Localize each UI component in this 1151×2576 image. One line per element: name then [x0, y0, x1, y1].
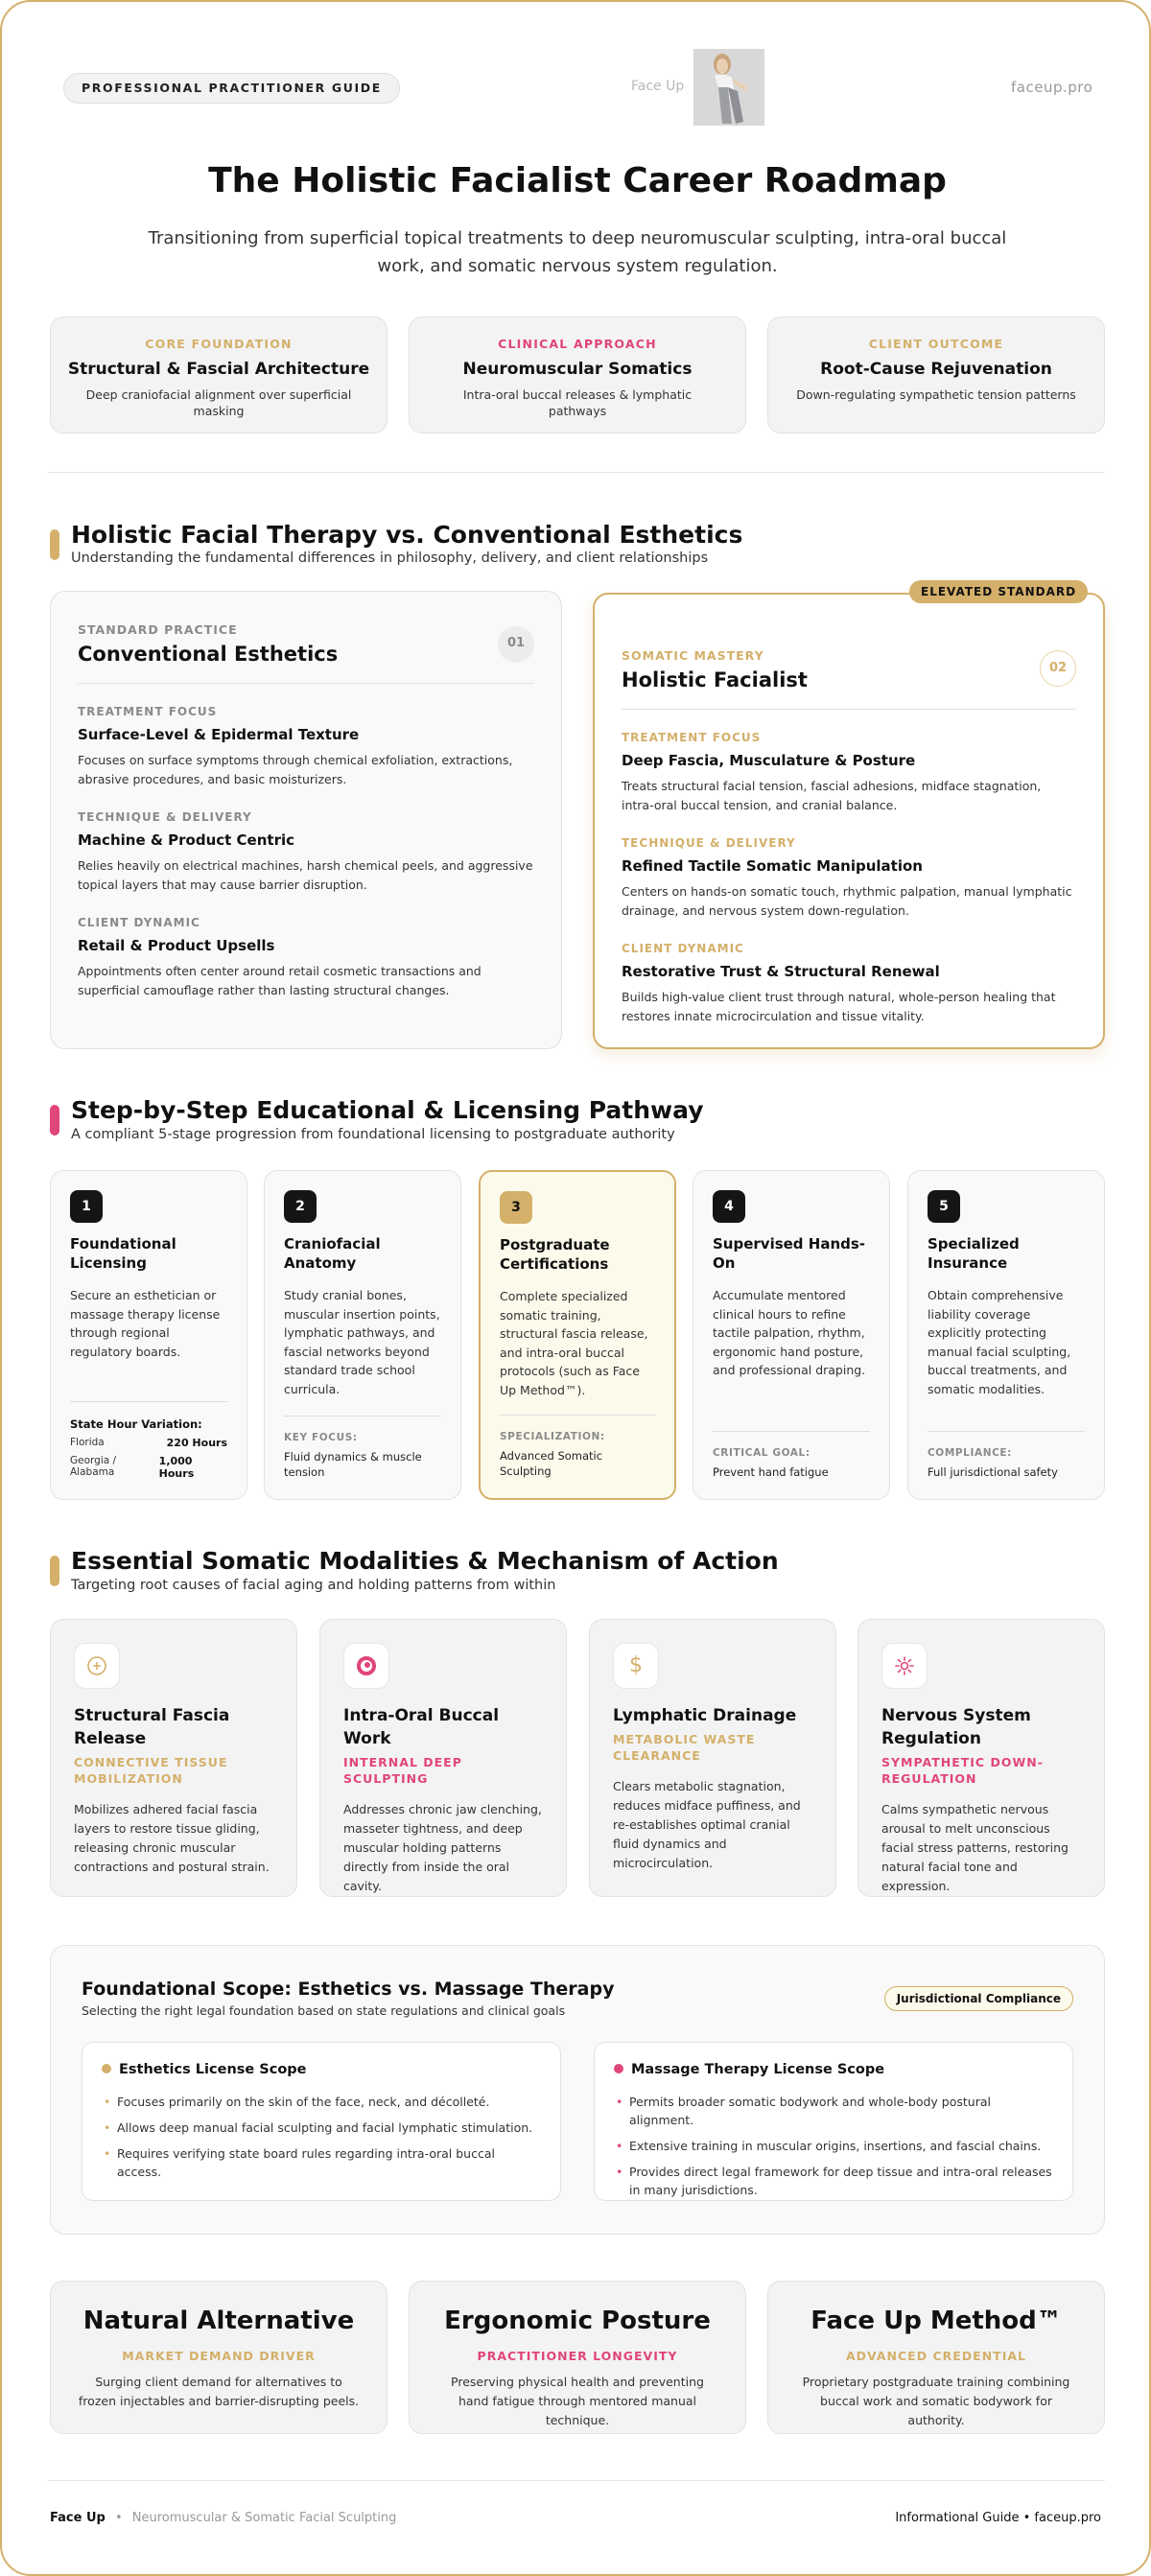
pillar-desc: Intra-oral buccal releases & lymphatic pathways — [462, 387, 693, 418]
footer-tagline: Neuromuscular & Somatic Facial Sculpting — [131, 2511, 397, 2525]
brand-wordmark: Face Up — [631, 79, 685, 94]
block-kicker: CLIENT DYNAMIC — [78, 916, 200, 929]
variation-title: State Hour Variation: — [70, 1417, 202, 1431]
card-number-badge: 02 — [1040, 650, 1076, 687]
block-kicker: CLIENT DYNAMIC — [622, 942, 744, 955]
block-desc: Appointments often center around retail cosmetic transactions and superficial camouflage rather than lasting structural changes. — [78, 964, 482, 997]
list-item: • Provides direct legal framework for deep tissue and intra-oral releases in many jurisdictions. — [614, 2163, 1053, 2199]
treatment-focus-block — [78, 705, 534, 789]
block-kicker: TECHNIQUE & DELIVERY — [622, 836, 796, 850]
step-card-2 — [264, 1170, 461, 1500]
bottom-card-kicker: PRACTITIONER LONGEVITY — [477, 2349, 678, 2363]
step-footer-value: Full jurisdictional safety — [928, 1465, 1058, 1479]
scope-title: Foundational Scope: Esthetics vs. Massage Therapy — [82, 1979, 615, 2000]
pillar-card-clinical-approach — [409, 316, 746, 433]
block-desc: Builds high-value client trust through natural, whole-person healing that restores innate microcirculation and tissue vitality. — [622, 990, 1056, 1023]
variation-row — [70, 1455, 227, 1480]
pillar-kicker: CLIENT OUTCOME — [868, 337, 1004, 351]
step-number: 5 — [928, 1190, 960, 1223]
divider — [48, 472, 1105, 473]
section-subtitle-pathway: A compliant 5-stage progression from foundational licensing to postgraduate authority — [71, 1127, 675, 1142]
step-number: 2 — [284, 1190, 317, 1223]
footer-separator: • — [114, 2511, 123, 2525]
license-list — [102, 2093, 541, 2181]
section-title-modalities: Essential Somatic Modalities & Mechanism of Action — [71, 1547, 779, 1575]
step-footer-value: Prevent hand fatigue — [713, 1465, 829, 1479]
bottom-card-desc: Preserving physical health and preventing hand fatigue through mentored manual technique. — [451, 2375, 704, 2427]
license-heading-text: Massage Therapy License Scope — [631, 2062, 885, 2077]
section-title-pathway: Step-by-Step Educational & Licensing Pathway — [71, 1096, 704, 1124]
guide-badge: PROFESSIONAL PRACTITIONER GUIDE — [63, 73, 400, 104]
step-desc: Obtain comprehensive liability coverage explicitly protecting manual facial sculpting, buccal treatments, and somatic modalities. — [928, 1288, 1071, 1396]
block-title: Machine & Product Centric — [78, 831, 294, 849]
treatment-focus-block — [622, 731, 1076, 815]
massage-license-card — [594, 2042, 1073, 2201]
block-desc: Treats structural facial tension, fascial adhesions, midface stagnation, intra-oral buccal tension, and cranial balance. — [622, 779, 1042, 812]
bottom-card-natural-alternative — [50, 2281, 388, 2434]
bottom-card-desc: Proprietary postgraduate training combining buccal work and somatic bodywork for authority. — [802, 2375, 1070, 2427]
pillar-desc: Down-regulating sympathetic tension patterns — [796, 387, 1076, 402]
step-number: 1 — [70, 1190, 103, 1223]
modality-title: Lymphatic Drainage — [613, 1706, 797, 1725]
license-list — [614, 2093, 1053, 2199]
gold-dot-icon — [102, 2064, 111, 2073]
block-kicker: TREATMENT FOCUS — [78, 705, 218, 718]
modality-card-buccal — [319, 1619, 567, 1897]
step-footer — [928, 1431, 1085, 1480]
modality-desc: Mobilizes adhered facial fascia layers to restore tissue gliding, releasing chronic muscular contractions and postural strain. — [74, 1802, 270, 1874]
list-item: • Allows deep manual facial sculpting and facial lymphatic stimulation. — [102, 2119, 541, 2137]
block-kicker: TECHNIQUE & DELIVERY — [78, 810, 252, 824]
footer-brand: Face Up — [50, 2511, 106, 2525]
card-divider — [622, 709, 1076, 710]
circle-icon — [343, 1643, 389, 1689]
step-title: Specialized Insurance — [928, 1235, 1020, 1272]
pillar-kicker: CLINICAL APPROACH — [498, 337, 657, 351]
step-card-4 — [693, 1170, 890, 1500]
bottom-card-kicker: MARKET DEMAND DRIVER — [122, 2349, 316, 2363]
card-kicker: SOMATIC MASTERY — [622, 648, 764, 663]
step-footer-key: SPECIALIZATION: — [500, 1431, 605, 1442]
card-kicker: STANDARD PRACTICE — [78, 622, 238, 637]
step-desc: Complete specialized somatic training, structural fascia release, and intra-oral buccal protocols (such as Face Up Method™). — [500, 1289, 648, 1397]
modality-kicker: CONNECTIVE TISSUE MOBILIZATION — [74, 1755, 228, 1786]
scope-subtitle: Selecting the right legal foundation based on state regulations and clinical goals — [82, 2003, 566, 2018]
bottom-card-title: Natural Alternative — [82, 2307, 355, 2335]
pillar-card-client-outcome — [767, 316, 1105, 433]
card-heading: Holistic Facialist — [622, 668, 808, 691]
list-item: • Extensive training in muscular origins, insertions, and fascial chains. — [614, 2137, 1053, 2155]
modality-title: Nervous System Regulation — [881, 1706, 1031, 1748]
technique-block — [78, 810, 534, 895]
variation-value: 1,000 Hours — [158, 1455, 195, 1480]
esthetics-license-card — [82, 2042, 561, 2201]
step-title: Postgraduate Certifications — [500, 1236, 610, 1273]
elevated-standard-badge: ELEVATED STANDARD — [909, 580, 1088, 603]
header-url[interactable]: faceup.pro — [1011, 79, 1093, 96]
license-heading — [102, 2062, 541, 2077]
list-item: • Permits broader somatic bodywork and whole-body postural alignment. — [614, 2093, 1053, 2129]
modality-desc: Clears metabolic stagnation, reduces midface puffiness, and re-establishes optimal cranial fluid dynamics and microcirculation. — [613, 1779, 801, 1870]
jurisdictional-compliance-badge: Jurisdictional Compliance — [884, 1986, 1073, 2011]
page-subtitle: Transitioning from superficial topical treatments to deep neuromuscular sculpting, intra-oral buccal work, and somatic nervous system regulation. — [148, 228, 1007, 276]
bottom-card-desc: Surging client demand for alternatives to frozen injectables and barrier-disrupting peels. — [78, 2375, 360, 2408]
bottom-card-ergonomic-posture — [409, 2281, 746, 2434]
license-heading — [614, 2062, 1053, 2077]
step-footer — [284, 1416, 441, 1480]
modality-kicker: SYMPATHETIC DOWN-REGULATION — [881, 1755, 1044, 1786]
step-title: Foundational Licensing — [70, 1235, 176, 1272]
list-item: • Focuses primarily on the skin of the face, neck, and décolleté. — [102, 2093, 541, 2111]
modality-card-nervous-system — [857, 1619, 1105, 1897]
block-desc: Relies heavily on electrical machines, harsh chemical peels, and aggressive topical layers that may cause barrier disruption. — [78, 858, 533, 892]
bottom-card-title: Face Up Method™ — [810, 2307, 1062, 2335]
step-desc: Study cranial bones, muscular insertion points, lymphatic pathways, and fascial networks beyond standard trade school curricula. — [284, 1288, 440, 1396]
list-item: • Requires verifying state board rules regarding intra-oral buccal access. — [102, 2144, 541, 2181]
step-number: 4 — [713, 1190, 745, 1223]
modality-title: Structural Fascia Release — [74, 1706, 230, 1748]
modality-kicker: METABOLIC WASTE CLEARANCE — [613, 1732, 756, 1763]
state-hour-variation — [70, 1401, 227, 1480]
pillar-title: Structural & Fascial Architecture — [67, 360, 370, 379]
section-subtitle-modalities: Targeting root causes of facial aging and holding patterns from within — [71, 1578, 556, 1593]
footer-right: Informational Guide • faceup.pro — [895, 2511, 1101, 2525]
variation-label: Georgia / Alabama — [70, 1455, 117, 1478]
block-title: Restorative Trust & Structural Renewal — [622, 963, 940, 980]
modality-card-fascia — [50, 1619, 297, 1897]
section-title-comparison: Holistic Facial Therapy vs. Conventional Esthetics — [71, 521, 743, 549]
sun-icon — [881, 1643, 928, 1689]
modality-desc: Addresses chronic jaw clenching, masseter tightness, and deep muscular holding patterns directly from inside the oral cavity. — [343, 1802, 542, 1893]
variation-value: 220 Hours — [166, 1437, 227, 1449]
bottom-card-face-up-method — [767, 2281, 1105, 2434]
step-desc: Secure an esthetician or massage therapy license through regional regulatory boards. — [70, 1288, 221, 1359]
section-accent-bar — [50, 529, 59, 560]
bottom-card-title: Ergonomic Posture — [444, 2307, 711, 2335]
pillar-desc: Deep craniofacial alignment over superficial masking — [85, 387, 352, 418]
section-accent-bar — [50, 1556, 59, 1586]
section-accent-bar — [50, 1105, 59, 1136]
step-footer — [713, 1431, 870, 1480]
step-footer-value: Fluid dynamics & muscle tension — [284, 1450, 422, 1479]
variation-label: Florida — [70, 1437, 105, 1448]
divider — [48, 2480, 1105, 2481]
block-title: Deep Fascia, Musculature & Posture — [622, 752, 916, 769]
client-dynamic-block — [622, 942, 1076, 1026]
pillar-card-core-foundation — [50, 316, 388, 433]
pillar-title: Root-Cause Rejuvenation — [820, 360, 1052, 379]
step-footer-key: COMPLIANCE: — [928, 1447, 1012, 1459]
license-heading-text: Esthetics License Scope — [119, 2062, 307, 2077]
step-card-3 — [479, 1170, 676, 1500]
page-title: The Holistic Facialist Career Roadmap — [208, 161, 947, 200]
block-kicker: TREATMENT FOCUS — [622, 731, 762, 744]
block-desc: Centers on hands-on somatic touch, rhythmic palpation, manual lymphatic drainage, and nervous system down-regulation. — [622, 884, 1072, 918]
step-number: 3 — [500, 1191, 532, 1224]
pillar-title: Neuromuscular Somatics — [462, 360, 693, 379]
block-title: Retail & Product Upsells — [78, 937, 275, 954]
pillar-kicker: CORE FOUNDATION — [145, 337, 293, 351]
card-heading: Conventional Esthetics — [78, 643, 339, 666]
footer-left — [50, 2511, 396, 2525]
technique-block — [622, 836, 1076, 921]
block-title: Refined Tactile Somatic Manipulation — [622, 857, 923, 875]
foundational-scope-panel — [50, 1945, 1105, 2235]
step-footer-key: CRITICAL GOAL: — [713, 1447, 810, 1459]
variation-row — [70, 1437, 227, 1449]
step-footer — [500, 1415, 655, 1479]
block-desc: Focuses on surface symptoms through chemical exfoliation, extractions, abrasive procedures, and basic moisturizers. — [78, 753, 513, 786]
card-divider — [78, 683, 534, 684]
step-title: Supervised Hands-On — [713, 1235, 866, 1272]
modality-kicker: INTERNAL DEEP SCULPTING — [343, 1755, 462, 1786]
step-desc: Accumulate mentored clinical hours to refine tactile palpation, rhythm, ergonomic hand posture, and professional draping. — [713, 1288, 866, 1377]
pink-dot-icon — [614, 2064, 623, 2073]
bottom-card-kicker: ADVANCED CREDENTIAL — [846, 2349, 1026, 2363]
step-footer-key: KEY FOCUS: — [284, 1432, 358, 1443]
step-card-1 — [50, 1170, 247, 1500]
step-title: Craniofacial Anatomy — [284, 1235, 381, 1272]
dollar-icon: $ — [613, 1643, 659, 1689]
step-card-5 — [907, 1170, 1105, 1500]
client-dynamic-block — [78, 916, 534, 1000]
target-icon — [74, 1643, 120, 1689]
step-footer-value: Advanced Somatic Sculpting — [500, 1449, 603, 1478]
modality-desc: Calms sympathetic nervous arousal to melt unconscious facial stress patterns, restoring natural facial tone and expression. — [881, 1802, 1069, 1893]
header-photo — [693, 49, 764, 126]
card-number-badge: 01 — [498, 626, 534, 663]
section-subtitle-comparison: Understanding the fundamental differences in philosophy, delivery, and client relationships — [71, 550, 709, 566]
modality-title: Intra-Oral Buccal Work — [343, 1706, 500, 1748]
modality-card-lymphatic — [589, 1619, 836, 1897]
block-title: Surface-Level & Epidermal Texture — [78, 726, 360, 743]
conventional-esthetics-card — [50, 591, 562, 1049]
holistic-facialist-card — [593, 593, 1105, 1049]
